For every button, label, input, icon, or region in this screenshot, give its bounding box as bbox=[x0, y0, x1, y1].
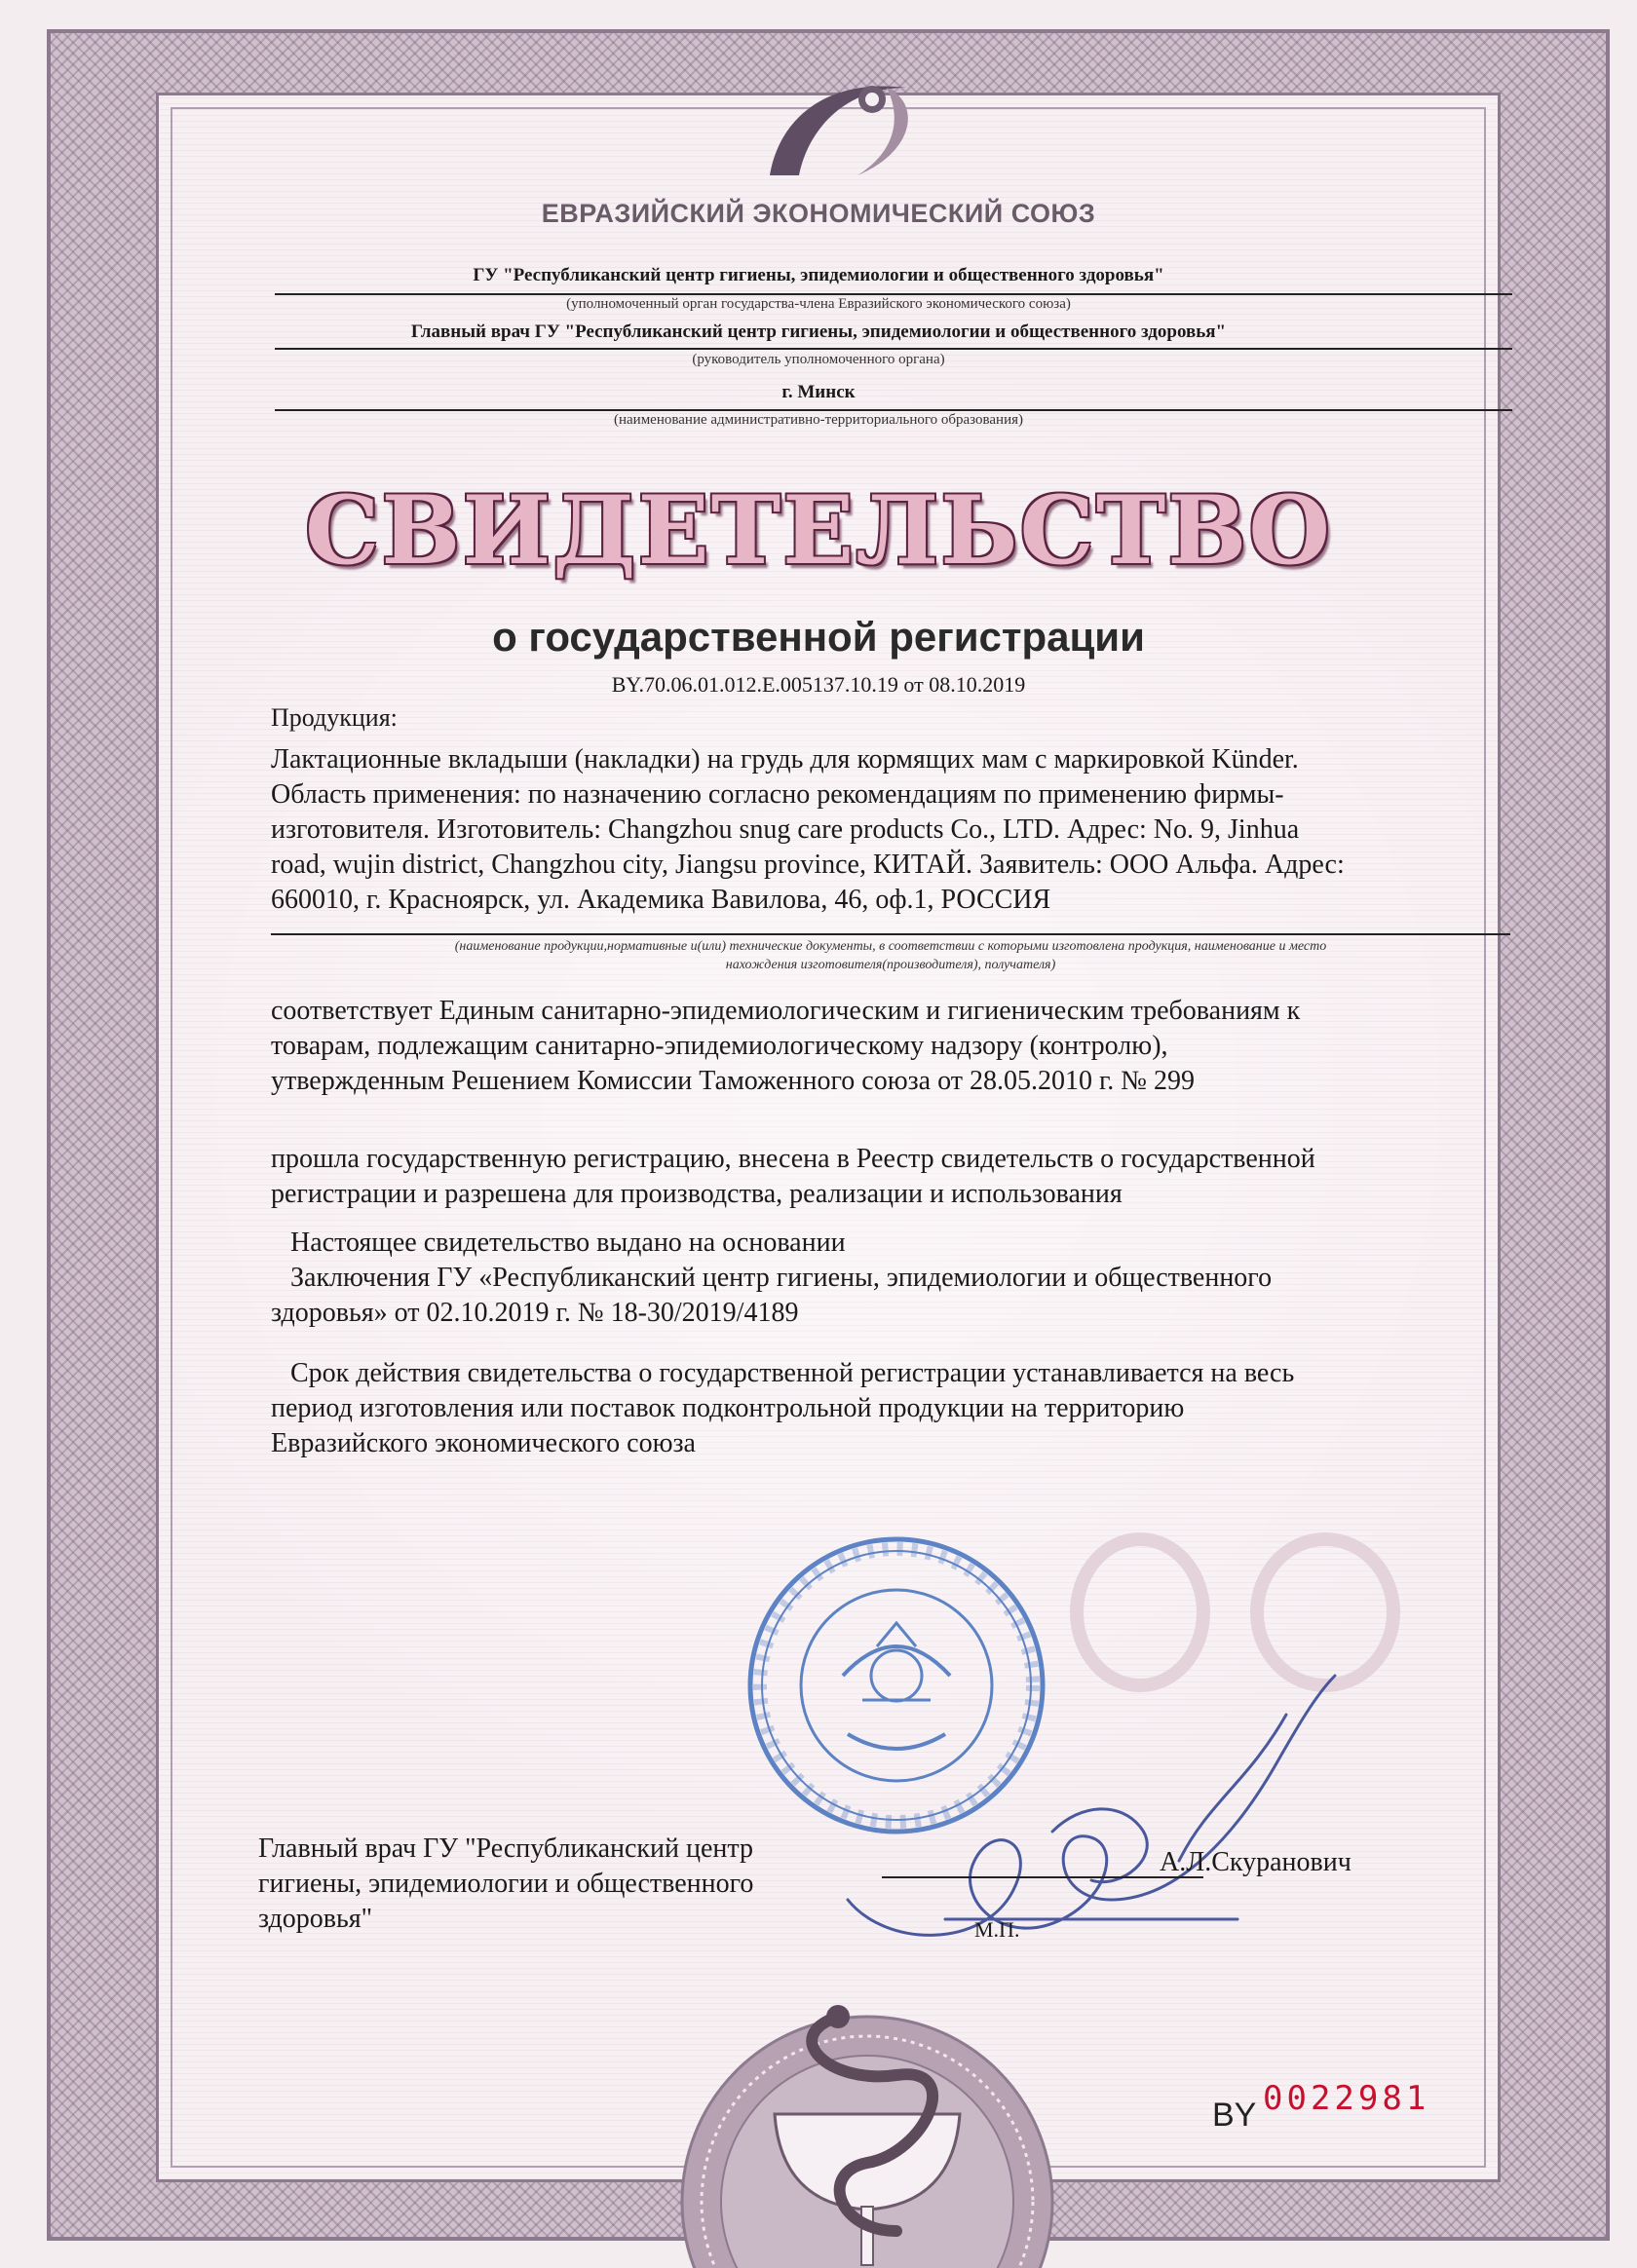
validity-line: Срок действия свидетельства о государственной регистрации устанавливается на весь bbox=[290, 1358, 1295, 1388]
serial-number: 0022981 bbox=[1263, 2079, 1430, 2118]
authority-name: ГУ "Республиканский центр гигиены, эпидемиологии и общественного здоровья" bbox=[473, 265, 1164, 285]
city-name: г. Минск bbox=[781, 382, 856, 402]
compliance-line: соответствует Единым санитарно-эпидемиологическим и гигиеническим требованиям к bbox=[271, 996, 1301, 1026]
product-note-line: нахождения изготовителя(производителя), получателя) bbox=[725, 958, 1056, 972]
signatory-name: А.Л.Скуранович bbox=[1160, 1847, 1351, 1877]
serial-prefix: BY bbox=[1212, 2097, 1257, 2134]
compliance-text bbox=[271, 994, 1510, 1099]
validity-text bbox=[271, 1356, 1510, 1461]
product-note bbox=[271, 937, 1510, 974]
compliance-line: утвержденным Решением Комиссии Таможенного союза от 28.05.2010 г. № 299 bbox=[271, 1066, 1196, 1096]
product-line: Область применения: по назначению согласно рекомендациям по применению фирмы- bbox=[271, 779, 1284, 810]
product-line: road, wujin district, Changzhou city, Jiangsu province, КИТАЙ. Заявитель: ООО Альфа. Адрес: bbox=[271, 850, 1345, 880]
product-note-line: (наименование продукции,нормативные и(или) технические документы, в соответствии с которыми изготовлена продукция, наименование и место bbox=[454, 939, 1327, 954]
seal-place-label: М.П. bbox=[974, 1917, 1020, 1942]
basis-text bbox=[271, 1226, 1510, 1331]
product-underline bbox=[271, 933, 1510, 935]
certificate-subtitle: о государственной регистрации bbox=[492, 614, 1145, 660]
basis-line: Заключения ГУ «Республиканский центр гигиены, эпидемиологии и общественного bbox=[290, 1263, 1273, 1293]
authority-underline bbox=[275, 293, 1512, 295]
position-line: здоровья" bbox=[258, 1904, 373, 1934]
product-line: изготовителя. Изготовитель: Changzhou snug care products Co., LTD. Адрес: No. 9, Jinhua bbox=[271, 814, 1300, 845]
position-line: Главный врач ГУ "Республиканский центр bbox=[258, 1833, 753, 1864]
head-title: Главный врач ГУ "Республиканский центр гигиены, эпидемиологии и общественного здоровья" bbox=[410, 321, 1227, 342]
product-label: Продукция: bbox=[271, 703, 398, 732]
signature-line bbox=[882, 1876, 1203, 1878]
product-line: 660010, г. Красноярск, ул. Академика Вавилова, 46, оф.1, РОССИЯ bbox=[271, 885, 1051, 915]
signatory-position bbox=[258, 1832, 862, 1937]
city-note: (наименование административно-территориального образования) bbox=[613, 412, 1024, 428]
product-line: Лактационные вкладыши (накладки) на грудь для кормящих мам с маркировкой Künder. bbox=[271, 744, 1299, 775]
registration-text bbox=[271, 1142, 1510, 1212]
head-note: (руководитель уполномоченного органа) bbox=[692, 352, 945, 367]
basis-line: здоровья» от 02.10.2019 г. № 18-30/2019/4189 bbox=[271, 1298, 799, 1328]
signature-scribble bbox=[828, 1656, 1374, 1978]
eaeu-emblem-icon bbox=[741, 58, 935, 185]
head-underline bbox=[275, 348, 1512, 350]
registration-number: BY.70.06.01.012.E.005137.10.19 от 08.10.2019 bbox=[611, 672, 1026, 697]
union-name: ЕВРАЗИЙСКИЙ ЭКОНОМИЧЕСКИЙ СОЮЗ bbox=[541, 199, 1096, 228]
compliance-line: товарам, подлежащим санитарно-эпидемиологическому надзору (контролю), bbox=[271, 1031, 1168, 1061]
validity-line: период изготовления или поставок подконтрольной продукции на территорию bbox=[271, 1393, 1185, 1423]
authority-note: (уполномоченный орган государства-члена Евразийского экономического союза) bbox=[566, 296, 1071, 312]
product-description bbox=[271, 742, 1510, 918]
basis-line: Настоящее свидетельство выдано на основании bbox=[290, 1228, 846, 1258]
registration-line: прошла государственную регистрацию, внесена в Реестр свидетельств о государственной bbox=[271, 1144, 1315, 1174]
validity-line: Евразийского экономического союза bbox=[271, 1428, 696, 1458]
position-line: гигиены, эпидемиологии и общественного bbox=[258, 1869, 754, 1899]
medical-emblem-icon bbox=[672, 1958, 1062, 2268]
registration-line: регистрации и разрешена для производства, реализации и использования bbox=[271, 1179, 1123, 1209]
certificate-title: СВИДЕТЕЛЬСТВО bbox=[304, 475, 1333, 586]
city-underline bbox=[275, 409, 1512, 411]
